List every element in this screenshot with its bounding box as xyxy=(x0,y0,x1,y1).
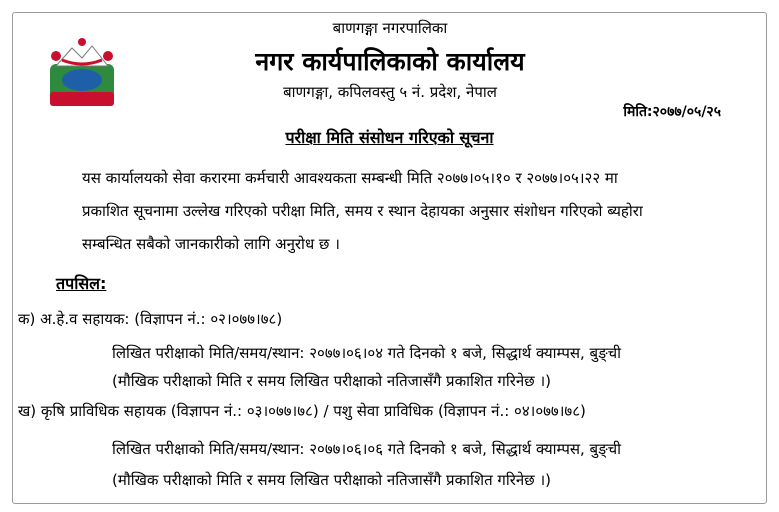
body-line: प्रकाशित सूचनामा उल्लेख गरिएको परीक्षा मिति, समय र स्थान देहायका अनुसार संशोधन गरिएको ब्यहोरा xyxy=(82,202,643,220)
item-exam-detail: लिखित परीक्षाको मिति/समय/स्थान: २०७७।०६।०४ गते दिनको १ बजे, सिद्धार्थ क्याम्पस, बुङ्ची xyxy=(112,344,622,362)
item-title: क) अ.हे.व सहायक: (विज्ञापन नं.: ०२।०७७।७८) xyxy=(18,310,283,328)
municipality-name: बाणगङ्गा नगरपालिका xyxy=(332,19,448,37)
body-line: सम्बन्धित सबैको जानकारीको लागि अनुरोध छ । xyxy=(82,235,340,253)
nepal-emblem-icon xyxy=(42,36,122,112)
details-heading: तपसिल: xyxy=(56,274,107,293)
notice-subject xyxy=(0,126,779,148)
subject-text: परीक्षा मिति संसोधन गरिएको सूचना xyxy=(285,128,494,147)
item-interview-note: (मौखिक परीक्षाको मिति र समय लिखित परीक्षाको नतिजासँगै प्रकाशित गरिनेछ ।) xyxy=(112,471,552,489)
item-interview-note: (मौखिक परीक्षाको मिति र समय लिखित परीक्षाको नतिजासँगै प्रकाशित गरिनेछ ।) xyxy=(112,372,552,390)
item-exam-detail: लिखित परीक्षाको मिति/समय/स्थान: २०७७।०६।०६ गते दिनको १ बजे, सिद्धार्थ क्याम्पस, बुङ्ची xyxy=(112,440,622,458)
office-title: नगर कार्यपालिकाको कार्यालय xyxy=(255,47,525,76)
item-title: ख) कृषि प्राविधिक सहायक (विज्ञापन नं.: ०३।०७७।७८) / पशु सेवा प्राविधिक (विज्ञापन नं.: ०४।०७७।७८) xyxy=(18,402,586,420)
body-line: यस कार्यालयको सेवा करारमा कर्मचारी आवश्यकता सम्बन्धी मिति २०७७।०५।१० र २०७७।०५।२२ मा xyxy=(82,169,618,187)
notice-date: मिति:२०७७/०५/२५ xyxy=(623,104,721,120)
office-address: बाणगङ्गा, कपिलवस्तु ५ नं. प्रदेश, नेपाल xyxy=(283,83,497,101)
